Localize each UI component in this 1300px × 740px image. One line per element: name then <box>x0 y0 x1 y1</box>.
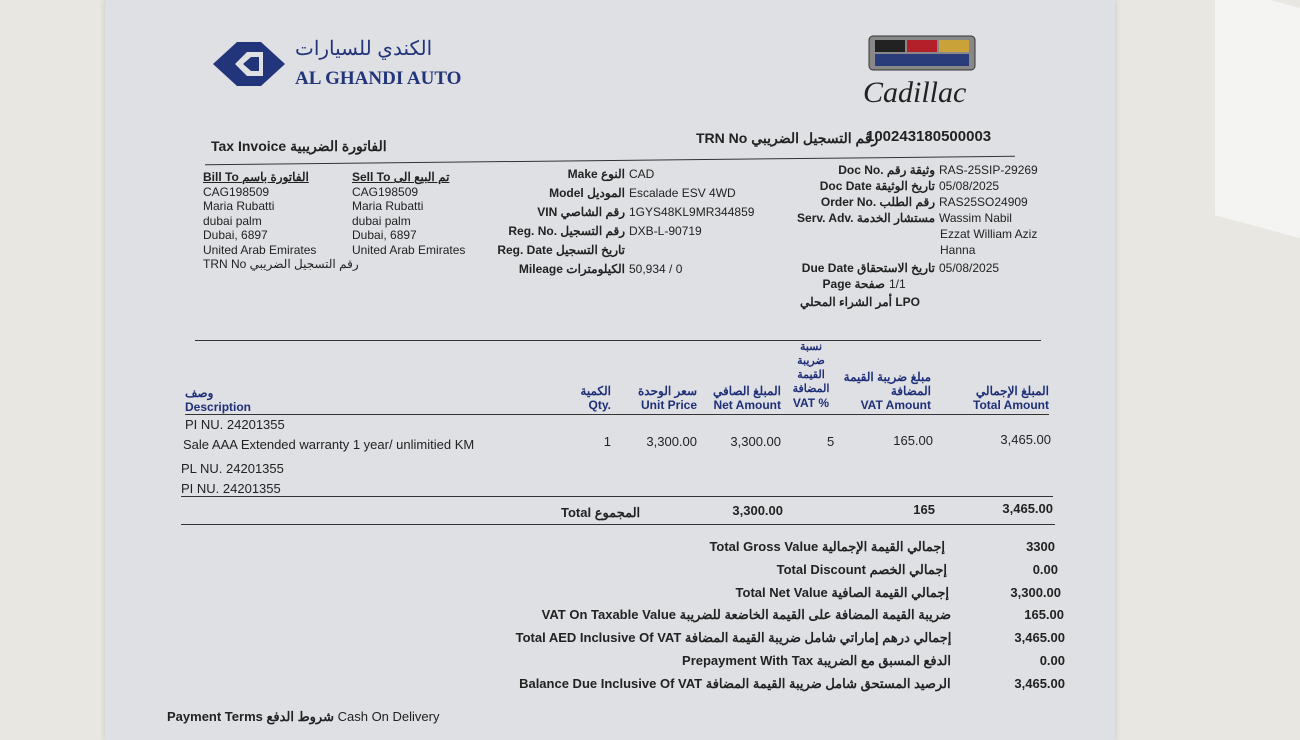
doc-value: RAS25SO24909 <box>939 195 1028 209</box>
summary-row <box>497 673 1065 696</box>
reference-line: PI NU. 24201355 <box>185 417 285 432</box>
summary-block <box>485 536 1065 696</box>
col-vat-percent <box>789 340 833 410</box>
divider <box>185 414 1049 415</box>
summary-label: Total Gross Value إجمالي القيمة الإجمالية <box>709 539 945 554</box>
bill-to-line: dubai palm <box>203 213 262 228</box>
summary-value: 0.00 <box>1039 652 1065 668</box>
item-vat-amount: 165.00 <box>893 433 933 448</box>
col-vatp-en: VAT % <box>792 396 830 410</box>
col-qty-ar: الكمية <box>580 384 611 398</box>
cadillac-wordmark: Cadillac <box>863 76 967 109</box>
bill-to-label: Bill To الفاتورة باسم <box>203 170 309 184</box>
vehicle-label: Model الموديل <box>549 186 625 200</box>
doc-value: 05/08/2025 <box>939 179 1000 193</box>
payment-terms-label: Payment Terms شروط الدفع <box>167 709 334 724</box>
item-total-amount: 3,465.00 <box>1000 432 1051 447</box>
col-vatp-ar: نسبة ضريبة القيمة المضافة <box>792 341 830 395</box>
bill-to-line: Maria Rubatti <box>203 199 275 213</box>
col-total-en: Total Amount <box>973 398 1049 412</box>
item-net-amount: 3,300.00 <box>730 434 781 449</box>
company-name-arabic: الكندي للسيارات <box>295 38 433 60</box>
payment-terms <box>167 709 439 725</box>
col-vata-en: VAT Amount <box>860 398 931 412</box>
due-date-value: 05/08/2025 <box>939 261 1000 275</box>
adjacent-paper <box>1215 0 1300 245</box>
summary-value: 3300 <box>1026 539 1055 554</box>
doc-block <box>745 162 1038 310</box>
sell-to-line: dubai palm <box>352 213 411 228</box>
col-vata-ar: مبلغ ضريبة القيمة المضافة <box>843 370 931 398</box>
divider <box>195 340 1041 341</box>
summary-row <box>491 604 1065 627</box>
doc-value: RAS-25SIP-29269 <box>939 163 1038 177</box>
vehicle-label: VIN رقم الشاصي <box>537 205 625 219</box>
vehicle-value: Escalade ESV 4WD <box>629 186 736 200</box>
bill-to-line: TRN No رقم التسجيل الضريبي <box>203 257 359 271</box>
bill-to-block <box>203 170 359 272</box>
col-desc-ar: وصف <box>185 386 214 400</box>
total-amount: 3,465.00 <box>1002 501 1053 516</box>
al-ghandi-logo-icon <box>213 40 285 88</box>
summary-value: 3,300.00 <box>1010 584 1061 600</box>
col-total-ar: المبلغ الإجمالي <box>975 384 1049 398</box>
col-desc: Description <box>185 400 252 414</box>
item-unit-price: 3,300.00 <box>646 434 697 449</box>
col-unit-en: Unit Price <box>640 398 697 412</box>
col-unit-price <box>625 384 697 412</box>
sell-to-label: Sell To تم البيع الى <box>352 170 450 184</box>
sell-to-line: Dubai, 6897 <box>352 228 417 242</box>
lpo-label: أمر الشراء المحلي LPO <box>800 295 921 309</box>
summary-row <box>485 536 1065 559</box>
trn-value: 100243180500003 <box>866 128 992 145</box>
summary-row <box>487 559 1065 582</box>
total-vat: 165 <box>913 502 935 517</box>
col-unit-ar: سعر الوحدة <box>638 384 697 398</box>
divider <box>181 496 1053 497</box>
bill-to-line: Dubai, 6897 <box>203 228 268 242</box>
sell-to-block <box>352 170 465 257</box>
summary-row <box>493 627 1065 650</box>
summary-value: 165.00 <box>1024 607 1064 623</box>
doc-label: Serv. Adv. مستشار الخدمة <box>797 211 935 225</box>
document-title: Tax Invoice الفاتورة الضريبية <box>211 138 387 154</box>
vehicle-value: 1GYS48KL9MR344859 <box>629 205 755 219</box>
vehicle-label: Reg. No. رقم التسجيل <box>508 224 625 238</box>
item-description: Sale AAA Extended warranty 1 year/ unlimitied KM <box>183 437 475 452</box>
vehicle-label: Mileage الكيلومترات <box>518 262 625 276</box>
doc-value: Wassim Nabil <box>939 211 1012 225</box>
divider <box>181 524 1055 525</box>
bill-to-line: United Arab Emirates <box>203 242 317 257</box>
reference-line: PL NU. 24201355 <box>181 461 284 476</box>
summary-row <box>489 582 1065 605</box>
vehicle-label: Make النوع <box>567 167 625 181</box>
summary-label: Total Net Value إجمالي القيمة الصافية <box>735 584 949 600</box>
doc-label: Doc Date تاريخ الوثيقة <box>819 179 935 193</box>
summary-row <box>495 650 1065 673</box>
sell-to-line: CAG198509 <box>352 184 419 199</box>
col-total-amount <box>955 384 1049 412</box>
vehicle-value: DXB-L-90719 <box>629 224 702 238</box>
reference-line: PI NU. 24201355 <box>181 481 281 496</box>
summary-label: Balance Due Inclusive Of VAT الرصيد المستحق شامل ضريبة القيمة المضافة <box>519 675 951 691</box>
col-net-en: Net Amount <box>713 398 781 412</box>
col-qty-en: Qty. <box>588 398 611 412</box>
col-net-ar: المبلغ الصافي <box>712 384 781 398</box>
col-description <box>185 386 251 414</box>
cadillac-crest-icon <box>867 34 977 74</box>
vehicle-value: CAD <box>629 167 655 181</box>
payment-terms-value: Cash On Delivery <box>337 709 440 724</box>
col-qty <box>575 384 611 412</box>
summary-value: 0.00 <box>1032 561 1058 577</box>
item-qty: 1 <box>603 434 611 449</box>
adv-extra: Hanna <box>940 243 976 257</box>
vehicle-label: Reg. Date تاريخ التسجيل <box>497 243 625 257</box>
invoice-paper <box>105 0 1115 740</box>
doc-label: Doc No. وثيقة رقم <box>838 163 935 177</box>
sell-to-line: Maria Rubatti <box>352 199 424 213</box>
page-value: 1/1 <box>889 277 906 291</box>
item-vat-percent: 5 <box>827 434 835 449</box>
summary-label: Total AED Inclusive Of VAT إجمالي درهم إماراتي شامل ضريبة القيمة المضافة <box>515 630 952 646</box>
doc-label: Order No. رقم الطلب <box>820 195 935 209</box>
col-vat-amount <box>835 370 931 412</box>
vehicle-block <box>485 165 754 279</box>
summary-label: Prepayment With Tax الدفع المسبق مع الضريبة <box>682 652 951 668</box>
col-net-amount <box>701 384 781 412</box>
adv-extra: Ezzat William Aziz <box>940 227 1038 241</box>
summary-value: 3,465.00 <box>1014 630 1065 646</box>
bill-to-line: CAG198509 <box>203 184 270 199</box>
due-date-label: Due Date تاريخ الاستحقاق <box>801 261 935 275</box>
page-label: Page صفحة <box>822 277 885 291</box>
total-net: 3,300.00 <box>732 503 783 518</box>
trn-label: TRN No رقم التسجيل الضريبي <box>696 130 879 146</box>
total-label: Total المجموع <box>561 505 641 520</box>
vehicle-value: 50,934 / 0 <box>629 262 683 276</box>
summary-value: 3,465.00 <box>1014 675 1065 691</box>
summary-label: VAT On Taxable Value ضريبة القيمة المضافة على القيمة الخاضعة للضريبة <box>541 607 951 623</box>
summary-label: Total Discount إجمالي الخصم <box>776 561 947 577</box>
sell-to-line: United Arab Emirates <box>352 242 466 257</box>
company-name: AL GHANDI AUTO <box>295 68 462 89</box>
